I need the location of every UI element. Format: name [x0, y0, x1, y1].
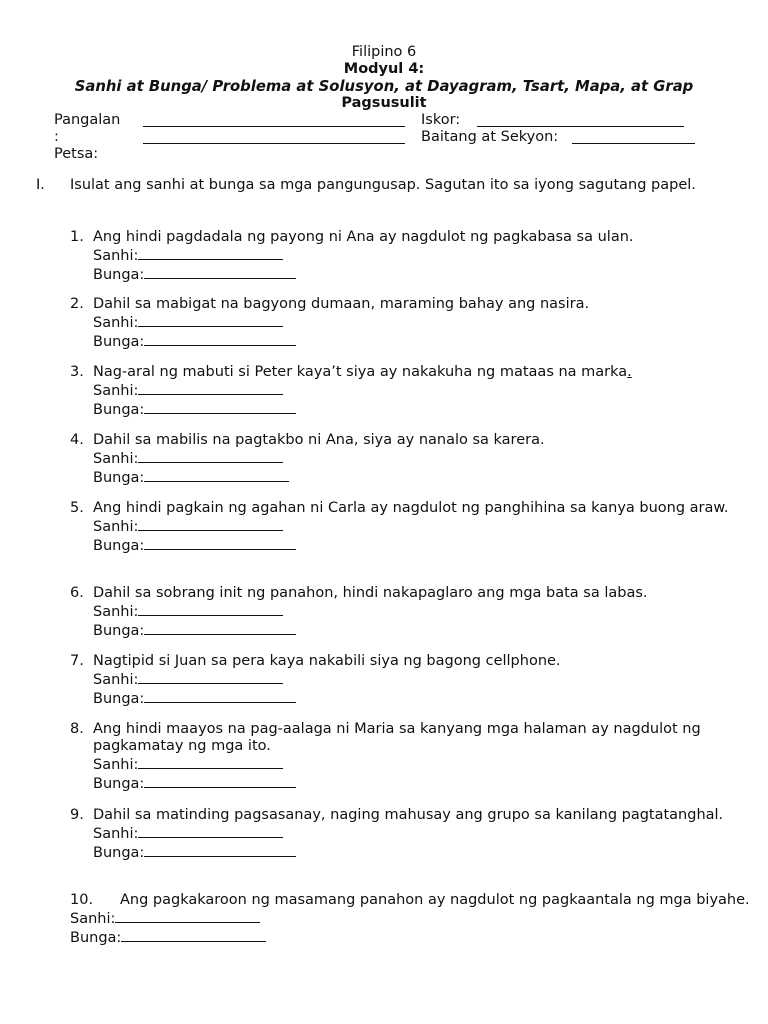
question-item: [70, 807, 750, 862]
cause-label: Sanhi:: [93, 383, 139, 399]
cause-answer-row: [93, 246, 750, 265]
question-item: [70, 296, 750, 351]
question-number: 8.: [70, 721, 84, 737]
effect-label: Bunga:: [93, 334, 145, 350]
date-label: Petsa:: [54, 146, 99, 162]
question-number: 4.: [70, 432, 84, 448]
effect-label: Bunga:: [93, 845, 145, 861]
effect-answer-blank[interactable]: [144, 774, 296, 788]
effect-answer-row: [93, 468, 750, 487]
question-text: Nagtipid si Juan sa pera kaya nakabili siya ng bagong cellphone.: [93, 653, 561, 669]
cause-answer-row: [93, 755, 750, 774]
cause-answer-blank[interactable]: [138, 824, 283, 838]
cause-answer-row: [93, 517, 750, 536]
cause-answer-blank[interactable]: [138, 246, 283, 260]
question-number: 9.: [70, 807, 84, 823]
question-text: Nag-aral ng mabuti si Peter kaya’t siya ay nakakuha ng mataas na marka.: [93, 364, 632, 380]
effect-label: Bunga:: [93, 776, 145, 792]
section-instruction: Isulat ang sanhi at bunga sa mga pangungusap. Sagutan ito sa iyong sagutang papel.: [70, 177, 696, 193]
cause-label: Sanhi:: [93, 519, 139, 535]
effect-label: Bunga:: [93, 470, 145, 486]
question-number: 2.: [70, 296, 84, 312]
date-blank[interactable]: [143, 131, 405, 144]
cause-answer-row: [93, 381, 750, 400]
effect-answer-blank[interactable]: [121, 928, 266, 942]
effect-answer-blank[interactable]: [144, 400, 296, 414]
question-item: [70, 432, 750, 487]
effect-label: Bunga:: [93, 538, 145, 554]
grade-section-label: Baitang at Sekyon:: [421, 129, 559, 145]
effect-answer-row: [93, 400, 750, 419]
effect-label: Bunga:: [93, 623, 145, 639]
question-item: [70, 500, 750, 555]
effect-answer-blank[interactable]: [144, 332, 296, 346]
cause-answer-blank[interactable]: [138, 381, 283, 395]
name-label: Pangalan: [54, 112, 121, 128]
effect-label: Bunga:: [93, 402, 145, 418]
question-number: 7.: [70, 653, 84, 669]
question-text: Dahil sa matinding pagsasanay, naging mahusay ang grupo sa kanilang pagtatanghal.: [93, 807, 724, 823]
question-text: Dahil sa mabilis na pagtakbo ni Ana, siya ay nanalo sa karera.: [93, 432, 545, 448]
cause-answer-row: [70, 909, 750, 928]
cause-label: Sanhi:: [93, 757, 139, 773]
question-item: [70, 653, 750, 708]
effect-answer-blank[interactable]: [144, 468, 289, 482]
question-text: Ang hindi pagdadala ng payong ni Ana ay nagdulot ng pagkabasa sa ulan.: [93, 229, 634, 245]
effect-answer-blank[interactable]: [144, 843, 296, 857]
question-item: [70, 585, 750, 640]
question-item: [70, 229, 750, 284]
score-label: Iskor:: [421, 112, 461, 128]
name-blank[interactable]: [143, 114, 405, 127]
effect-answer-blank[interactable]: [144, 689, 296, 703]
cause-label: Sanhi:: [93, 315, 139, 331]
topic-title: Sanhi at Bunga/ Problema at Solusyon, at Dayagram, Tsart, Mapa, at Grap: [74, 78, 694, 95]
question-item: [70, 892, 750, 947]
effect-answer-row: [93, 265, 750, 284]
cause-answer-blank[interactable]: [138, 449, 283, 463]
effect-answer-blank[interactable]: [144, 265, 296, 279]
effect-answer-row: [93, 843, 750, 862]
question-text: Dahil sa sobrang init ng panahon, hindi nakapaglaro ang mga bata sa labas.: [93, 585, 648, 601]
effect-answer-row: [93, 689, 750, 708]
effect-answer-blank[interactable]: [144, 621, 296, 635]
grade-section-blank[interactable]: [572, 131, 695, 144]
question-number: 1.: [70, 229, 84, 245]
effect-answer-row: [70, 928, 750, 947]
score-blank[interactable]: [477, 114, 684, 127]
effect-label: Bunga:: [70, 930, 122, 946]
cause-answer-row: [93, 602, 750, 621]
question-item: [70, 721, 750, 793]
cause-answer-row: [93, 824, 750, 843]
question-number: 10.: [70, 892, 94, 908]
effect-label: Bunga:: [93, 691, 145, 707]
question-text: Dahil sa mabigat na bagyong dumaan, maraming bahay ang nasira.: [93, 296, 590, 312]
cause-answer-blank[interactable]: [138, 517, 283, 531]
cause-label: Sanhi:: [70, 911, 116, 927]
cause-answer-row: [93, 670, 750, 689]
cause-label: Sanhi:: [93, 826, 139, 842]
question-text: Ang hindi pagkain ng agahan ni Carla ay nagdulot ng panghihina sa kanya buong araw.: [93, 500, 729, 516]
cause-label: Sanhi:: [93, 451, 139, 467]
question-number: 3.: [70, 364, 84, 380]
effect-label: Bunga:: [93, 267, 145, 283]
question-number: 5.: [70, 500, 84, 516]
cause-label: Sanhi:: [93, 604, 139, 620]
question-text: Ang hindi maayos na pag-aalaga ni Maria sa kanyang mga halaman ay nagdulot ng pagkamatay ng mga ito.: [93, 721, 701, 754]
effect-answer-row: [93, 774, 750, 793]
question-text: Ang pagkakaroon ng masamang panahon ay nagdulot ng pagkaantala ng mga biyahe.: [120, 892, 750, 908]
cause-answer-row: [93, 449, 750, 468]
cause-answer-row: [93, 313, 750, 332]
effect-answer-row: [93, 332, 750, 351]
cause-label: Sanhi:: [93, 672, 139, 688]
section-numeral: I.: [36, 177, 45, 193]
cause-answer-blank[interactable]: [138, 602, 283, 616]
cause-answer-blank[interactable]: [138, 755, 283, 769]
cause-answer-blank[interactable]: [138, 670, 283, 684]
cause-label: Sanhi:: [93, 248, 139, 264]
test-title: Pagsusulit: [341, 95, 427, 111]
effect-answer-blank[interactable]: [144, 536, 296, 550]
name-colon: :: [54, 129, 59, 145]
module-title: Modyul 4:: [343, 61, 425, 77]
effect-answer-row: [93, 621, 750, 640]
subject-title: Filipino 6: [351, 44, 417, 60]
cause-answer-blank[interactable]: [115, 909, 260, 923]
cause-answer-blank[interactable]: [138, 313, 283, 327]
effect-answer-row: [93, 536, 750, 555]
question-item: [70, 364, 750, 419]
question-number: 6.: [70, 585, 84, 601]
